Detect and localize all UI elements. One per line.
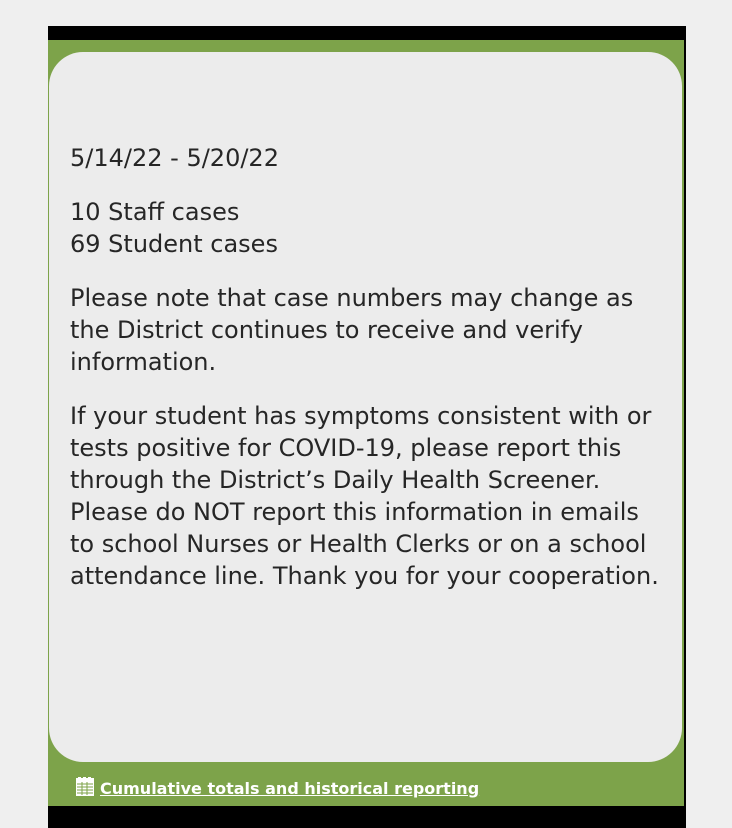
covid-cases-card	[48, 26, 686, 828]
cumulative-totals-link-label: Cumulative totals and historical reporting	[100, 779, 480, 798]
spreadsheet-icon	[74, 776, 98, 798]
student-cases: 69 Student cases	[70, 230, 278, 258]
date-range: 5/14/22 - 5/20/22	[70, 144, 279, 172]
reporting-instructions: If your student has symptoms consistent with or tests positive for COVID-19, please report this through the District’s Daily Health Screener. Please do NOT report this information in emails to school Nurses or Health Clerks or on a school attendance line. Thank you for your cooperation.	[70, 402, 659, 590]
staff-cases: 10 Staff cases	[70, 198, 240, 226]
case-counts	[70, 196, 670, 260]
case-numbers-note: Please note that case numbers may change as the District continues to receive and verify information.	[70, 284, 634, 376]
cumulative-totals-link[interactable]	[74, 774, 479, 798]
card-content	[70, 142, 670, 592]
